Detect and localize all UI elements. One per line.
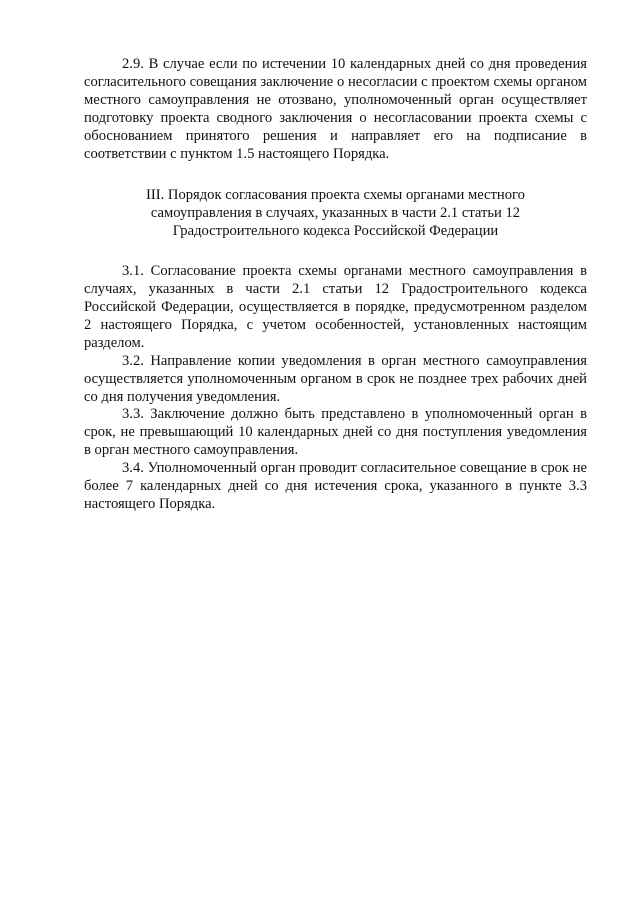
paragraph-3-3: 3.3. Заключение должно быть представлено в уполномоченный орган в срок, не превышающий 10 календарных дней со дня поступления уведомления в орган местного самоуправления.	[84, 406, 587, 459]
paragraph-3-2: 3.2. Направление копии уведомления в орган местного самоуправления осуществляется уполномоченным органом в срок не позднее трех рабочих дней со дня получения уведомления.	[84, 352, 587, 405]
section-heading: III. Порядок согласования проекта схемы органами местного самоуправления в случаях, указанных в части 2.1 статьи 12 Градостроительного кодекса Российской Федерации	[146, 187, 525, 240]
document-page	[84, 56, 587, 514]
paragraph-3-1: 3.1. Согласование проекта схемы органами местного самоуправления в случаях, указанных в части 2.1 статьи 12 Градостроительного кодекса Российской Федерации, осуществляется в порядке, предусмотренном разделом 2 настоящего Порядка, с учетом особенностей, установленных настоящим разделом.	[84, 263, 587, 351]
paragraph-3-4: 3.4. Уполномоченный орган проводит согласительное совещание в срок не более 7 календарных дней со дня истечения срока, указанного в пункте 3.3 настоящего Порядка.	[84, 460, 587, 512]
paragraph-2-9: 2.9. В случае если по истечении 10 календарных дней со дня проведения согласительного совещания заключение о несогласии с проектом схемы органом местного самоуправления не отозвано, уполномоченный орган осуществляет подготовку проекта сводного заключения о несогласовании проекта схемы с обоснованием принятого решения и направляет его на подписание в соответствии с пунктом 1.5 настоящего Порядка.	[84, 56, 587, 162]
